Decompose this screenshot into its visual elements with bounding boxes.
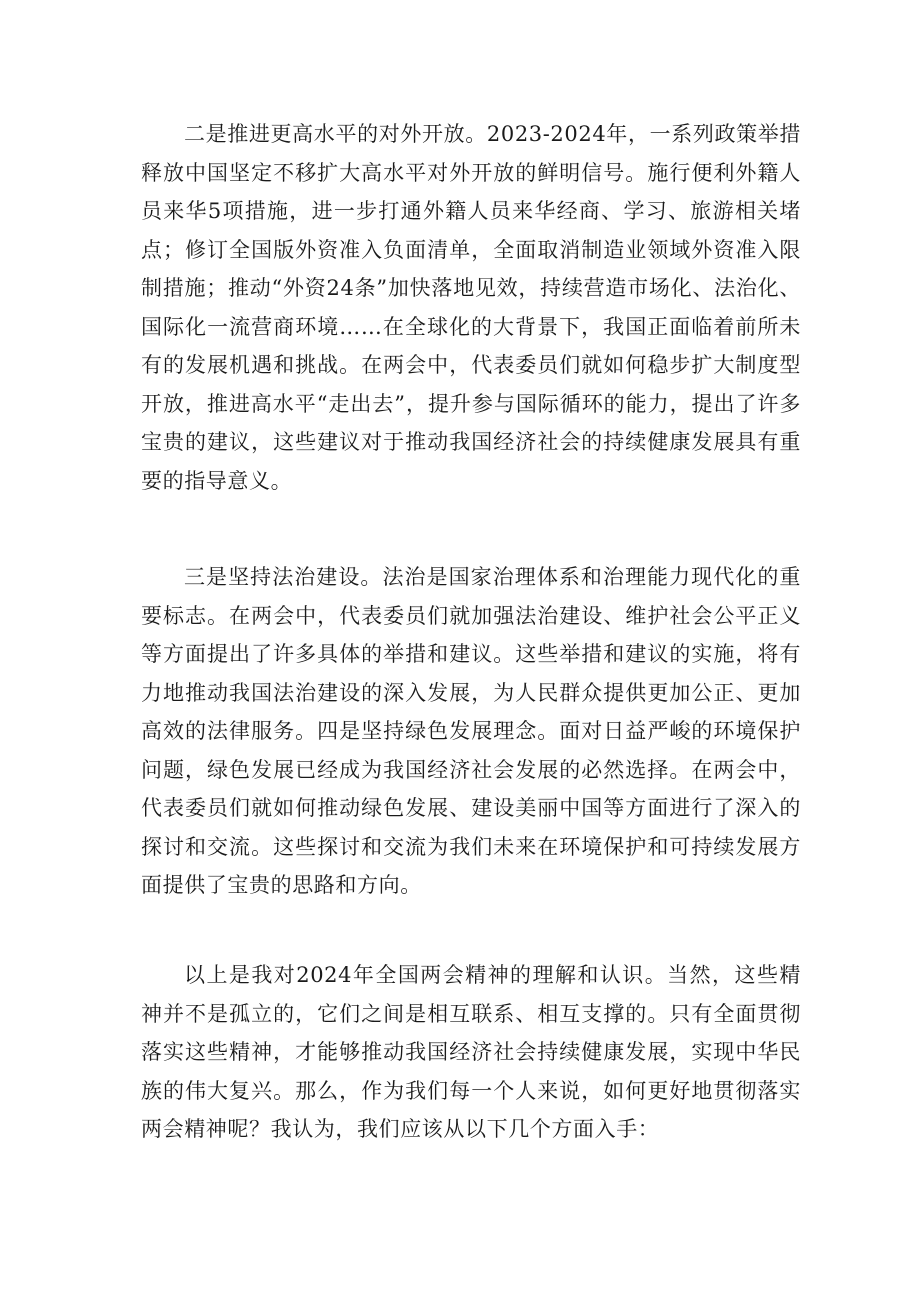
paragraph-conclusion: 以上是我对2024年全国两会精神的理解和认识。当然，这些精神并不是孤立的，它们之间是相互联系、相互支撑的。只有全面贯彻落实这些精神，才能够推动我国经济社会持续健康发展，实现中华民族的伟大复兴。那么，作为我们每一个人来说，如何更好地贯彻落实两会精神呢？我认为，我们应该从以下几个方面入手： xyxy=(141,963,801,1141)
paragraph-rule-of-law: 三是坚持法治建设。法治是国家治理体系和治理能力现代化的重要标志。在两会中，代表委员们就加强法治建设、维护社会公平正义等方面提出了许多具体的举措和建议。这些举措和建议的实施，将有力地推动我国法治建设的深入发展，为人民群众提供更加公正、更加高效的法律服务。四是坚持绿色发展理念。面对日益严峻的环境保护问题，绿色发展已经成为我国经济社会发展的必然选择。在两会中，代表委员们就如何推动绿色发展、建设美丽中国等方面进行了深入的探讨和交流。这些探讨和交流为我们未来在环境保护和可持续发展方面提供了宝贵的思路和方向。 xyxy=(141,565,801,897)
paragraph-opening-up: 二是推进更高水平的对外开放。2023-2024年，一系列政策举措释放中国坚定不移扩大高水平对外开放的鲜明信号。施行便利外籍人员来华5项措施，进一步打通外籍人员来华经商、学习、旅游相关堵点；修订全国版外资准入负面清单，全面取消制造业领域外资准入限制措施；推动“外资24条”加快落地见效，持续营造市场化、法治化、国际化一流营商环境……在全球化的大背景下，我国正面临着前所未有的发展机遇和挑战。在两会中，代表委员们就如何稳步扩大制度型开放，推进高水平“走出去”，提升参与国际循环的能力，提出了许多宝贵的建议，这些建议对于推动我国经济社会的持续健康发展具有重要的指导意义。 xyxy=(141,122,801,493)
